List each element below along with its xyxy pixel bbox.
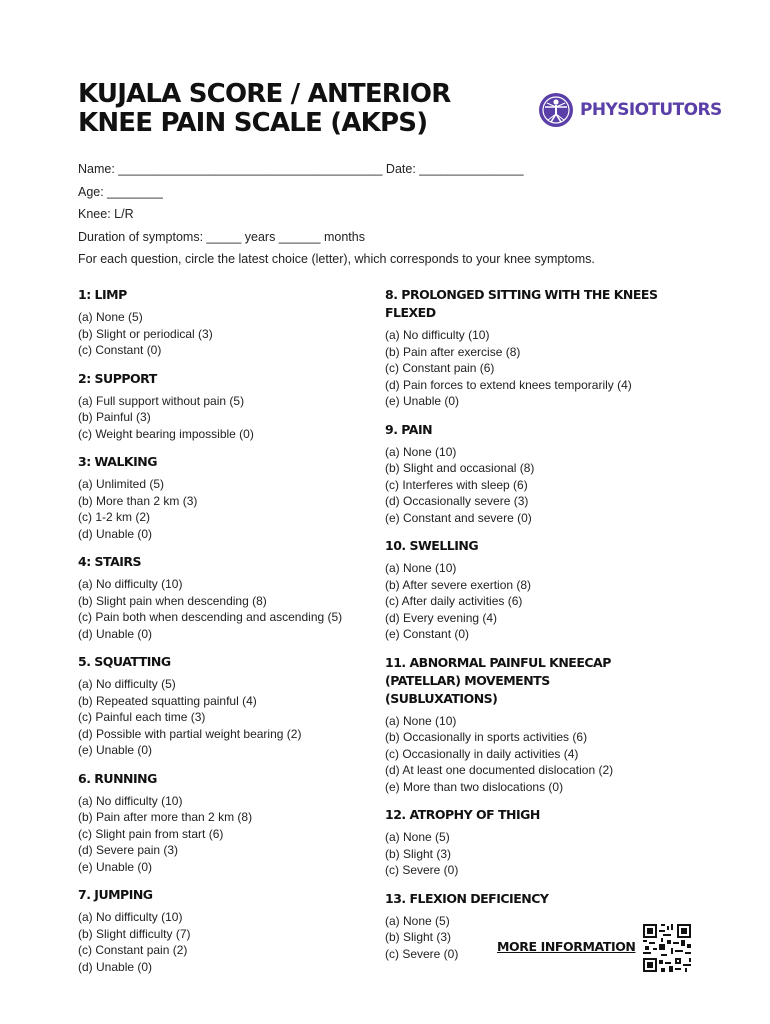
- answer-option[interactable]: (a) No difficulty (10): [78, 910, 183, 924]
- answer-option[interactable]: (a) No difficulty (10): [385, 328, 490, 342]
- question-title: 6. RUNNING: [78, 770, 157, 786]
- answer-option[interactable]: (d) Occasionally severe (3): [385, 494, 529, 508]
- answer-option[interactable]: (c) Constant (0): [78, 343, 162, 357]
- question-walking: [78, 453, 378, 542]
- vitruvian-man-icon: [538, 92, 574, 128]
- answer-option[interactable]: (b) Pain after more than 2 km (8): [78, 810, 253, 824]
- question-jumping: [78, 886, 378, 975]
- question-title: 10. SWELLING: [385, 538, 479, 553]
- question-running: [78, 770, 378, 876]
- answer-option[interactable]: (c) Painful each time (3): [78, 710, 206, 724]
- answer-option[interactable]: (a) None (10): [385, 444, 457, 459]
- question-title: 1: LIMP: [78, 287, 127, 302]
- question-title: 4: STAIRS: [78, 554, 142, 569]
- answer-option[interactable]: (c) 1-2 km (2): [78, 510, 150, 524]
- answer-option[interactable]: (b) Slight difficulty (7): [78, 926, 191, 941]
- question-title: 5. SQUATTING: [78, 654, 171, 669]
- answer-option[interactable]: (a) No difficulty (10): [78, 577, 183, 591]
- question-swelling: [385, 537, 705, 643]
- answer-option[interactable]: (d) Unable (0): [78, 626, 153, 641]
- answer-option[interactable]: (c) Slight pain from start (6): [78, 826, 224, 841]
- answer-option[interactable]: (c) Severe (0): [385, 946, 459, 961]
- question-stairs: [78, 553, 378, 642]
- answer-option[interactable]: (a) None (5): [78, 310, 143, 324]
- question-limp: [78, 286, 378, 359]
- answer-option[interactable]: (b) Repeated squatting painful (4): [78, 693, 257, 708]
- answer-option[interactable]: (d) Possible with partial weight bearing (2): [78, 726, 302, 741]
- answer-option[interactable]: (c) Constant pain (2): [78, 943, 188, 957]
- answer-option[interactable]: (b) Painful (3): [78, 410, 151, 424]
- answer-option[interactable]: (c) Severe (0): [385, 863, 459, 877]
- question-title: 9. PAIN: [385, 421, 433, 437]
- answer-option[interactable]: (a) No difficulty (5): [78, 677, 176, 691]
- age-field[interactable]: Age: ________: [78, 185, 163, 199]
- answer-option[interactable]: (a) None (10): [385, 713, 457, 728]
- qr-code-icon[interactable]: [643, 924, 691, 972]
- answer-option[interactable]: (e) Constant and severe (0): [385, 510, 532, 525]
- answer-option[interactable]: (b) Slight or periodical (3): [78, 326, 213, 341]
- answer-option[interactable]: (e) Constant (0): [385, 627, 470, 641]
- answer-option[interactable]: (a) Full support without pain (5): [78, 393, 245, 408]
- answer-option[interactable]: (d) Unable (0): [78, 959, 153, 974]
- question-title: 13. FLEXION DEFICIENCY: [385, 890, 549, 906]
- answer-option[interactable]: (b) Occasionally in sports activities (6): [385, 730, 588, 744]
- question-squatting: [78, 653, 378, 759]
- answer-option[interactable]: (c) Occasionally in daily activities (4): [385, 746, 579, 761]
- physiotutors-logo: [538, 92, 722, 128]
- answer-option[interactable]: (a) None (5): [385, 830, 450, 844]
- answer-option[interactable]: (d) At least one documented dislocation (2): [385, 763, 614, 777]
- answer-option[interactable]: (e) Unable (0): [385, 394, 460, 408]
- question-support: [78, 370, 378, 443]
- question-prolonged-sitting: [385, 286, 705, 410]
- answer-option[interactable]: (c) Pain both when descending and ascending (5): [78, 610, 343, 624]
- answer-option[interactable]: (d) Every evening (4): [385, 610, 498, 625]
- answer-option[interactable]: (d) Severe pain (3): [78, 843, 179, 857]
- document-title: KUJALA SCORE / ANTERIOR KNEE PAIN SCALE (AKPS): [78, 79, 451, 138]
- answer-option[interactable]: (a) None (10): [385, 561, 457, 575]
- knee-field[interactable]: Knee: L/R: [78, 207, 134, 221]
- name-date-field[interactable]: Name: ______________________________________ Date: _______________: [78, 162, 524, 176]
- right-question-column: [385, 286, 705, 973]
- question-title: 11. ABNORMAL PAINFUL KNEECAP (PATELLAR) MOVEMENTS (SUBLUXATIONS): [385, 654, 611, 706]
- logo-text: PHYSIOTUTORS: [580, 100, 722, 120]
- answer-option[interactable]: (d) Unable (0): [78, 526, 153, 541]
- answer-option[interactable]: (b) After severe exertion (8): [385, 577, 532, 592]
- answer-option[interactable]: (b) Pain after exercise (8): [385, 344, 521, 359]
- answer-option[interactable]: (c) Constant pain (6): [385, 361, 495, 375]
- answer-option[interactable]: (c) Interferes with sleep (6): [385, 477, 528, 492]
- question-atrophy: [385, 806, 705, 879]
- instruction-text: For each question, circle the latest choice (letter), which corresponds to your knee symptoms.: [78, 252, 595, 266]
- question-title: 3: WALKING: [78, 454, 157, 469]
- answer-option[interactable]: (b) Slight and occasional (8): [385, 461, 535, 475]
- answer-option[interactable]: (e) Unable (0): [78, 859, 153, 874]
- duration-field[interactable]: Duration of symptoms: _____ years ______ months: [78, 230, 365, 244]
- question-patellar-movements: [385, 654, 705, 796]
- question-title: 7. JUMPING: [78, 887, 153, 902]
- question-title: 2: SUPPORT: [78, 370, 157, 386]
- answer-option[interactable]: (b) Slight pain when descending (8): [78, 593, 267, 608]
- more-information-link[interactable]: MORE INFORMATION: [497, 939, 636, 954]
- answer-option[interactable]: (c) Weight bearing impossible (0): [78, 426, 254, 441]
- question-pain: [385, 421, 705, 527]
- question-title: 8. PROLONGED SITTING WITH THE KNEES FLEXED: [385, 287, 658, 320]
- answer-option[interactable]: (e) Unable (0): [78, 743, 153, 757]
- answer-option[interactable]: (d) Pain forces to extend knees temporarily (4): [385, 377, 632, 392]
- answer-option[interactable]: (c) After daily activities (6): [385, 594, 523, 608]
- answer-option[interactable]: (a) None (5): [385, 913, 450, 928]
- answer-option[interactable]: (b) Slight (3): [385, 930, 452, 944]
- answer-option[interactable]: (b) More than 2 km (3): [78, 493, 198, 508]
- answer-option[interactable]: (b) Slight (3): [385, 846, 452, 861]
- answer-option[interactable]: (a) No difficulty (10): [78, 793, 183, 808]
- answer-option[interactable]: (a) Unlimited (5): [78, 477, 165, 491]
- left-question-column: [78, 286, 378, 986]
- answer-option[interactable]: (e) More than two dislocations (0): [385, 779, 564, 794]
- question-title: 12. ATROPHY OF THIGH: [385, 807, 540, 822]
